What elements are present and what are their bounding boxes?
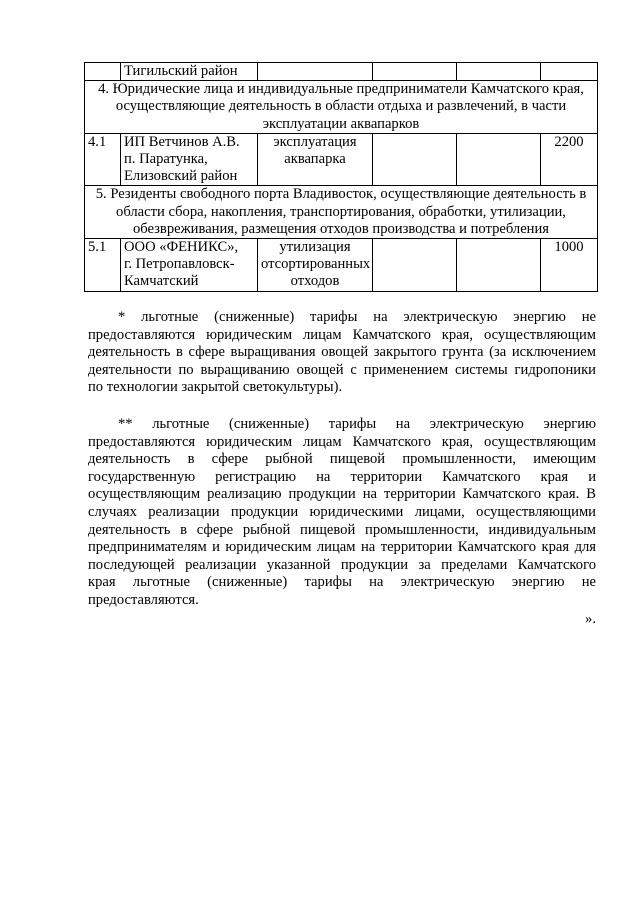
section-line: 5. Резиденты свободного порта Владивосток, осуществляющие деятельность в (95, 186, 587, 203)
table-row (85, 63, 598, 81)
footnote-line: деятельность в сфере рыбной пищевой промышленности, имеющим (88, 451, 596, 468)
activity-line: эксплуатация (273, 133, 357, 150)
table-section-row (85, 186, 598, 239)
footnote-line: деятельности по выращиванию овощей с применением системы гидропоники (88, 361, 596, 378)
cell-name: Тигильский район (121, 63, 258, 81)
section-line: эксплуатации аквапарков (262, 115, 420, 132)
table-row (85, 239, 598, 292)
footnote-line: последующей реализации указанной продукции за пределами Камчатского (88, 556, 596, 573)
footnote-line: предпринимателям и юридическим лицам на территории Камчатского края для (88, 539, 596, 556)
footnote-line: * льготные (сниженные) тарифы на электрическую энергию не (118, 309, 596, 325)
cell-num: 4.1 (85, 133, 121, 186)
cell-activity (258, 63, 373, 81)
cell-empty (373, 63, 457, 81)
name-line: ИП Ветчинов А.В. (124, 133, 240, 150)
activity-line: отсортированных (261, 256, 371, 273)
cell-num (85, 63, 121, 81)
cell-activity (258, 239, 373, 292)
cell-empty (373, 239, 457, 292)
footnote-line: предоставляются юридическим лицам Камчатского края, осуществляющим (88, 433, 596, 450)
table-section-row (85, 81, 598, 134)
name-line: Камчатский (124, 273, 199, 290)
footnote-line: деятельность в сфере выращивания овощей закрытого грунта (за исключением (88, 344, 596, 361)
cell-num: 5.1 (85, 239, 121, 292)
closing-quote: ». (585, 611, 596, 627)
footnote-line: предоставляются юридическим лицам Камчатского края, осуществляющим (88, 326, 596, 343)
footnote-single-asterisk (88, 309, 596, 397)
name-line: ООО «ФЕНИКС», (124, 239, 239, 256)
cell-empty (457, 239, 541, 292)
footnote-line: края льготные (сниженные) тарифы на электрическую энергию не (88, 574, 596, 591)
cell-price: 1000 (541, 239, 598, 292)
cell-empty (373, 133, 457, 186)
footnote-line: ** льготные (сниженные) тарифы на электрическую энергию (118, 415, 596, 432)
cell-activity (258, 133, 373, 186)
activity-line: аквапарка (284, 151, 346, 168)
table-row (85, 133, 598, 186)
section-line: обезвреживания, размещения отходов производства и потребления (132, 220, 550, 237)
cell-price: 2200 (541, 133, 598, 186)
name-line: п. Паратунка, (124, 151, 208, 168)
section-4-heading (85, 81, 598, 134)
activity-line: утилизация (279, 239, 351, 256)
activity-line: отходов (290, 273, 340, 290)
footnote-line: случаях реализации продукции юридическими лицами, осуществляющими (88, 503, 596, 520)
cell-price (541, 63, 598, 81)
footnotes (88, 309, 596, 629)
section-line: 4. Юридические лица и индивидуальные предприниматели Камчатского края, (98, 81, 584, 98)
cell-name (121, 239, 258, 292)
footnote-line: предоставляются. (88, 591, 199, 608)
name-line: Елизовский район (124, 168, 238, 185)
cell-empty (457, 63, 541, 81)
section-line: осуществляющие деятельность в области отдыха и развлечений, в части (115, 98, 567, 115)
cell-name (121, 133, 258, 186)
footnote-line: осуществляющим реализацию продукции на территории Камчатского края. В (88, 486, 596, 503)
tariff-table (84, 62, 598, 292)
section-5-heading (85, 186, 598, 239)
footnote-line: деятельность в сфере рыбной пищевой промышленности, индивидуальным (88, 521, 596, 538)
cell-empty (457, 133, 541, 186)
footnote-double-asterisk (88, 416, 596, 610)
footnote-line: государственную регистрацию на территории Камчатского края и (88, 468, 596, 485)
footnote-line: по технологии закрытой светокультуры). (88, 379, 343, 396)
section-line: области сбора, накопления, транспортирования, обработки, утилизации, (116, 203, 566, 220)
name-line: г. Петропавловск- (124, 256, 235, 273)
